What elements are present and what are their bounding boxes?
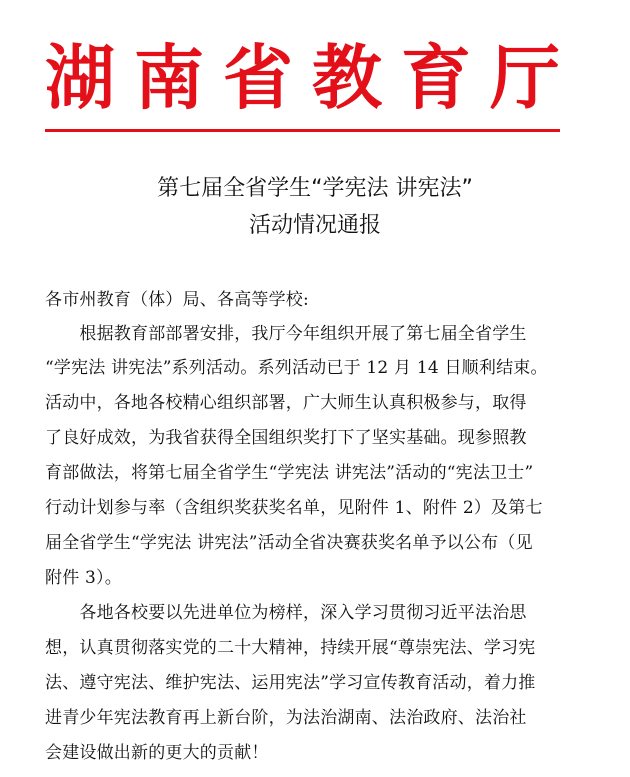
- body-line: 附件 3）。: [45, 568, 122, 588]
- document-title-line-1: 第七届全省学生“学宪法 讲宪法”: [157, 176, 473, 201]
- body-line: 想，认真贯彻落实党的二十大精神，持续开展“尊崇宪法、学习宪: [45, 638, 536, 658]
- body-line: 会建设做出新的更大的贡献！: [45, 743, 269, 763]
- body-line: 进青少年宪法教育再上新台阶，为法治湖南、法治政府、法治社: [45, 708, 527, 728]
- masthead-char: 南: [134, 36, 204, 119]
- body-line: “学宪法 讲宪法”系列活动。系列活动已于 12 月 14 日顺利结束。: [45, 358, 548, 378]
- masthead-char: 湖: [45, 36, 115, 119]
- body-line: 各地各校要以先进单位为榜样，深入学习贯彻习近平法治思: [45, 603, 527, 623]
- salutation: 各市州教育（体）局、各高等学校:: [45, 290, 309, 310]
- body-line: 法、遵守宪法、维护宪法、运用宪法”学习宣传教育活动，着力推: [45, 673, 536, 693]
- masthead-char: 育: [401, 36, 471, 119]
- masthead-char: 省: [223, 36, 293, 119]
- masthead-char: 教: [312, 36, 382, 119]
- body-line: 届全省学生“学宪法 讲宪法”活动全省决赛获奖名单予以公布（见: [45, 533, 533, 553]
- red-divider: [45, 129, 560, 132]
- body-line: 育部做法，将第七届全省学生“学宪法 讲宪法”活动的“宪法卫士”: [45, 463, 534, 483]
- masthead: [45, 38, 560, 118]
- body-line: 根据教育部部署安排，我厅今年组织开展了第七届全省学生: [45, 324, 527, 344]
- masthead-char: 厅: [490, 36, 560, 119]
- body-line: 了良好成效，为我省获得全国组织奖打下了坚实基础。现参照教: [45, 428, 527, 448]
- document-title-line-2: 活动情况通报: [248, 213, 381, 238]
- body-line: 行动计划参与率（含组织奖获奖名单，见附件 1、附件 2）及第七: [45, 498, 543, 518]
- body-line: 活动中，各地各校精心组织部署，广大师生认真积极参与，取得: [45, 393, 527, 413]
